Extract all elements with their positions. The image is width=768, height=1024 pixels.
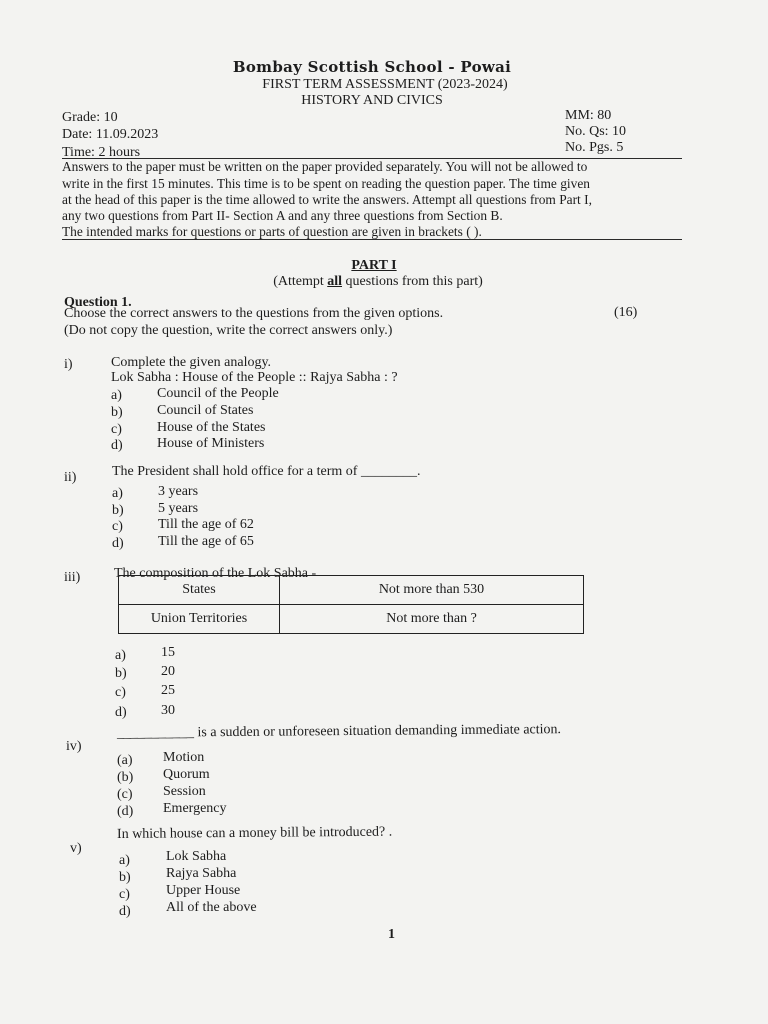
item-number: iv): [66, 739, 82, 754]
instructions-divider: [62, 239, 682, 240]
option-letter: d): [119, 904, 131, 919]
page-number: 1: [388, 927, 395, 942]
option-text: Session: [163, 784, 206, 799]
part-subtitle: (Attempt all questions from this part): [273, 274, 483, 289]
table-row: [119, 605, 584, 634]
option-letter: (d): [117, 804, 134, 819]
option-letter: b): [115, 666, 127, 681]
option-text: 15: [161, 645, 175, 660]
table-cell-value: Not more than 530: [280, 576, 584, 605]
item-number: ii): [64, 470, 77, 485]
option-text: House of Ministers: [157, 436, 265, 451]
page-count-label: No. Pgs. 5: [565, 140, 624, 155]
table-cell-value: Not more than ?: [280, 605, 584, 634]
grade-label: Grade: 10: [62, 110, 118, 125]
option-text: Rajya Sabha: [166, 866, 237, 881]
question-label: Question 1.: [64, 295, 132, 310]
option-text: House of the States: [157, 420, 266, 435]
subject-title: HISTORY AND CIVICS: [301, 93, 443, 108]
option-text: Till the age of 65: [158, 534, 254, 549]
option-text: Lok Sabha: [166, 849, 227, 864]
max-marks-label: MM: 80: [565, 108, 612, 123]
table-cell-label: Union Territories: [119, 605, 280, 634]
item-number: i): [64, 357, 73, 372]
school-name: Bombay Scottish School - Powai: [232, 58, 512, 76]
option-letter: (c): [117, 787, 133, 802]
option-text: Till the age of 62: [158, 517, 254, 532]
option-text: Quorum: [163, 767, 210, 782]
option-text: 30: [161, 703, 175, 718]
option-letter: a): [112, 486, 123, 501]
date-label: Date: 11.09.2023: [62, 127, 159, 142]
option-letter: a): [119, 853, 130, 868]
part-title: PART I: [351, 258, 397, 273]
item-stem-analogy: Lok Sabha : House of the People :: Rajya Sabha : ?: [111, 370, 398, 385]
question-count-label: No. Qs: 10: [565, 124, 627, 139]
item-stem: ___________ is a sudden or unforeseen situation demanding immediate action.: [116, 722, 562, 741]
option-text: Council of States: [157, 403, 254, 418]
question-instruction-2: (Do not copy the question, write the correct answers only.): [64, 323, 393, 338]
option-letter: c): [112, 519, 123, 534]
table-row: [119, 576, 584, 605]
option-letter: d): [111, 438, 123, 453]
option-letter: c): [111, 422, 122, 437]
instruction-line-5: The intended marks for questions or parts of question are given in brackets ( ).: [62, 224, 482, 239]
item-stem: Complete the given analogy.: [111, 355, 272, 370]
item-stem: In which house can a money bill be introduced? .: [116, 824, 393, 842]
option-letter: a): [111, 388, 122, 403]
option-letter: d): [115, 705, 127, 720]
question-instruction-1: Choose the correct answers to the questions from the given options.: [64, 306, 444, 321]
option-text: All of the above: [166, 900, 257, 915]
item-number: v): [70, 841, 82, 856]
option-text: Upper House: [166, 883, 241, 898]
instruction-line-1: Answers to the paper must be written on the paper provided separately. You will not be allowed to: [62, 159, 588, 174]
option-text: 5 years: [158, 501, 199, 516]
item-stem: The President shall hold office for a term of ________.: [112, 464, 421, 479]
option-text: 3 years: [158, 484, 199, 499]
instruction-line-3: at the head of this paper is the time allowed to write the answers. Attempt all questions from Part I,: [62, 192, 592, 207]
option-letter: d): [112, 536, 124, 551]
option-letter: c): [119, 887, 130, 902]
table-cell-label: States: [119, 576, 280, 605]
question-marks: (16): [614, 305, 638, 320]
option-text: Emergency: [163, 801, 227, 816]
item-number: iii): [64, 570, 81, 585]
time-label: Time: 2 hours: [62, 145, 141, 160]
option-letter: b): [111, 405, 123, 420]
option-letter: b): [119, 870, 131, 885]
option-letter: (a): [117, 753, 133, 768]
option-letter: (b): [117, 770, 134, 785]
item-stem: The composition of the Lok Sabha -: [114, 566, 317, 581]
instruction-line-4: any two questions from Part II- Section A and any three questions from Section B.: [62, 208, 503, 223]
exam-title: FIRST TERM ASSESSMENT (2023-2024): [262, 77, 508, 92]
option-letter: c): [115, 685, 126, 700]
instruction-line-2: write in the first 15 minutes. This time is to be spent on reading the question paper. The time given: [62, 176, 590, 191]
option-text: Motion: [163, 750, 205, 765]
option-text: Council of the People: [157, 386, 279, 401]
option-letter: b): [112, 503, 124, 518]
option-text: 25: [161, 683, 175, 698]
option-text: 20: [161, 664, 175, 679]
option-letter: a): [115, 648, 126, 663]
lok-sabha-composition-table: [118, 575, 584, 634]
